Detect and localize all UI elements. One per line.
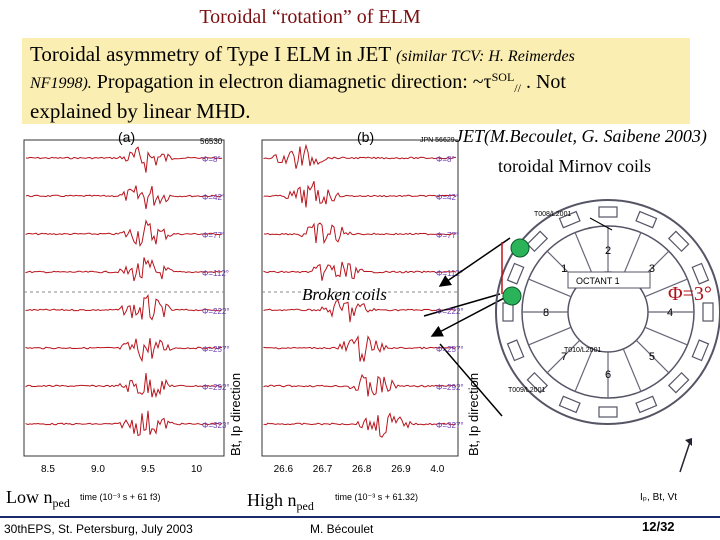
- low-n-ped-label: [6, 487, 70, 508]
- octant-label: OCTANT 1: [576, 276, 620, 286]
- spoke-7: [529, 327, 571, 345]
- panel-b-xtick-4: 4.0: [430, 464, 445, 475]
- panel-b-xtick-3: 26.9: [391, 464, 411, 475]
- spoke-5: [575, 349, 593, 391]
- panel-a-phi-tag-4: Φ=222°: [202, 307, 230, 316]
- broken-coils-label: Broken coils: [302, 285, 387, 304]
- coil-tooth-7: [508, 340, 524, 360]
- parallel-subscript: //: [514, 81, 521, 95]
- panel-b-phi-tag-6: Φ=292°: [436, 383, 464, 392]
- octant-number-8: 8: [543, 307, 550, 319]
- coil-tooth-14: [669, 231, 689, 251]
- spoke-11: [575, 233, 593, 275]
- panel-a-xtick-1: 9.0: [91, 464, 105, 475]
- panel-a-phi-tag-0: Φ=8°: [202, 155, 221, 164]
- footer-author: M. Bécoulet: [310, 522, 374, 536]
- coil-label-2: T010/L2001: [564, 347, 602, 354]
- octant-number-1: 1: [561, 263, 568, 276]
- coil-tooth-3: [636, 396, 656, 412]
- panel-a-ylabel: Bt, Ip direction: [228, 372, 243, 456]
- panel-b-label: (b): [357, 129, 375, 145]
- panel-a-xtick-2: 9.5: [141, 464, 155, 475]
- summary-text-2-end: . Not: [520, 71, 566, 93]
- mirnov-coils-label: toroidal Mirnov coils: [498, 156, 651, 176]
- footer-rule: [0, 516, 720, 518]
- panel-b-xtick-0: 26.6: [273, 464, 294, 475]
- panel-b-xtick-1: 26.7: [312, 464, 333, 475]
- spoke-13: [623, 233, 641, 275]
- panel-b-shot: JPN 56629: [420, 137, 455, 144]
- coil-marker-upper: [511, 239, 529, 257]
- reference-1: (similar TCV: H. Reimerdes: [396, 48, 575, 65]
- panel-b-phi-tag-3: Φ=112°: [436, 269, 464, 278]
- coil-label-3: T009/L2001: [508, 387, 546, 394]
- summary-text-1: Toroidal asymmetry of Type I ELM in JET: [30, 42, 397, 66]
- low-n-text: Low n: [6, 487, 53, 507]
- octant-number-2: 2: [605, 245, 612, 257]
- panel-b-xlabel: time (10⁻³ s + 61.32): [335, 492, 419, 502]
- coil-tooth-9: [508, 264, 524, 284]
- summary-line-3: explained by linear MHD.: [30, 99, 251, 123]
- coil-tooth-15: [692, 264, 708, 284]
- panel-b-phi-tag-5: Φ=257°: [436, 345, 464, 354]
- panel-a-phi-tag-6: Φ=292°: [202, 383, 230, 392]
- sol-superscript: SOL: [491, 70, 515, 84]
- slide-title: Toroidal “rotation” of ELM: [199, 6, 421, 28]
- octant-number-4: 4: [667, 307, 674, 319]
- coil-tooth-12: [599, 207, 617, 217]
- panel-b-ylabel: Bt, Ip direction: [466, 372, 481, 456]
- spoke-3: [623, 349, 641, 391]
- coil-tooth-2: [669, 373, 689, 393]
- phi-spacing-label: Φ=3°: [668, 283, 712, 305]
- summary-text-2: Propagation in electron diamagnetic direction: ~τ: [91, 71, 492, 93]
- panel-b-phi-tag-0: Φ=8°: [436, 155, 455, 164]
- coil-tooth-1: [692, 340, 708, 360]
- octant-number-7: 7: [561, 350, 568, 363]
- panel-a-phi-tag-5: Φ=257°: [202, 345, 230, 354]
- octant-number-3: 3: [648, 263, 655, 276]
- coil-tooth-13: [636, 212, 656, 228]
- octant-number-6: 6: [605, 369, 612, 381]
- high-n-subscript: ped: [296, 499, 314, 513]
- summary-line-2: [30, 71, 566, 94]
- direction-legend: Iₚ, Bt, Vt: [640, 492, 678, 503]
- spoke-9: [529, 279, 571, 297]
- coil-tooth-4: [599, 407, 617, 417]
- panel-a-label: (a): [118, 129, 136, 145]
- panel-b-phi-tag-2: Φ=77°: [436, 231, 460, 240]
- panel-a-shot: 56530: [200, 137, 223, 146]
- summary-line-1: [30, 42, 575, 67]
- coil-tooth-5: [560, 396, 580, 412]
- high-n-ped-label: [247, 490, 314, 511]
- coil-tooth-8: [503, 303, 513, 321]
- panel-b-phi-tag-4: Φ=222°: [436, 307, 464, 316]
- octant-number-5: 5: [648, 350, 655, 363]
- footer-conference: 30thEPS, St. Petersburg, July 2003: [4, 522, 193, 536]
- panel-a-xtick-3: 10: [191, 464, 203, 475]
- coil-marker-lower: [503, 287, 521, 305]
- panel-a-phi-tag-2: Φ=77°: [202, 231, 226, 240]
- high-n-text: High n: [247, 490, 297, 510]
- spoke-1: [645, 327, 687, 345]
- magnetic-signals-figure: [0, 126, 481, 506]
- credit-text: JET(M.Becoulet, G. Saibene 2003): [455, 126, 707, 146]
- panel-a-xtick-0: 8.5: [41, 464, 55, 475]
- coil-label-1: T008/L2001: [534, 211, 572, 218]
- toroidal-coil-diagram: [480, 182, 716, 502]
- reference-2: NF1998).: [30, 75, 92, 92]
- panel-a-phi-tag-3: Φ=112°: [202, 269, 230, 278]
- panel-b-xtick-2: 26.8: [352, 464, 372, 475]
- coil-tooth-10: [527, 231, 547, 251]
- low-n-subscript: ped: [52, 496, 70, 510]
- panel-b-phi-tag-1: Φ=42°: [436, 193, 460, 202]
- panel-a-phi-tag-1: Φ=42°: [202, 193, 226, 202]
- panel-a-xlabel: time (10⁻³ s + 61 f3): [80, 492, 161, 502]
- page-number: 12/32: [642, 519, 675, 534]
- panel-a-phi-tag-7: Φ=323°: [202, 421, 230, 430]
- panel-b-phi-tag-7: Φ=327°: [436, 421, 464, 430]
